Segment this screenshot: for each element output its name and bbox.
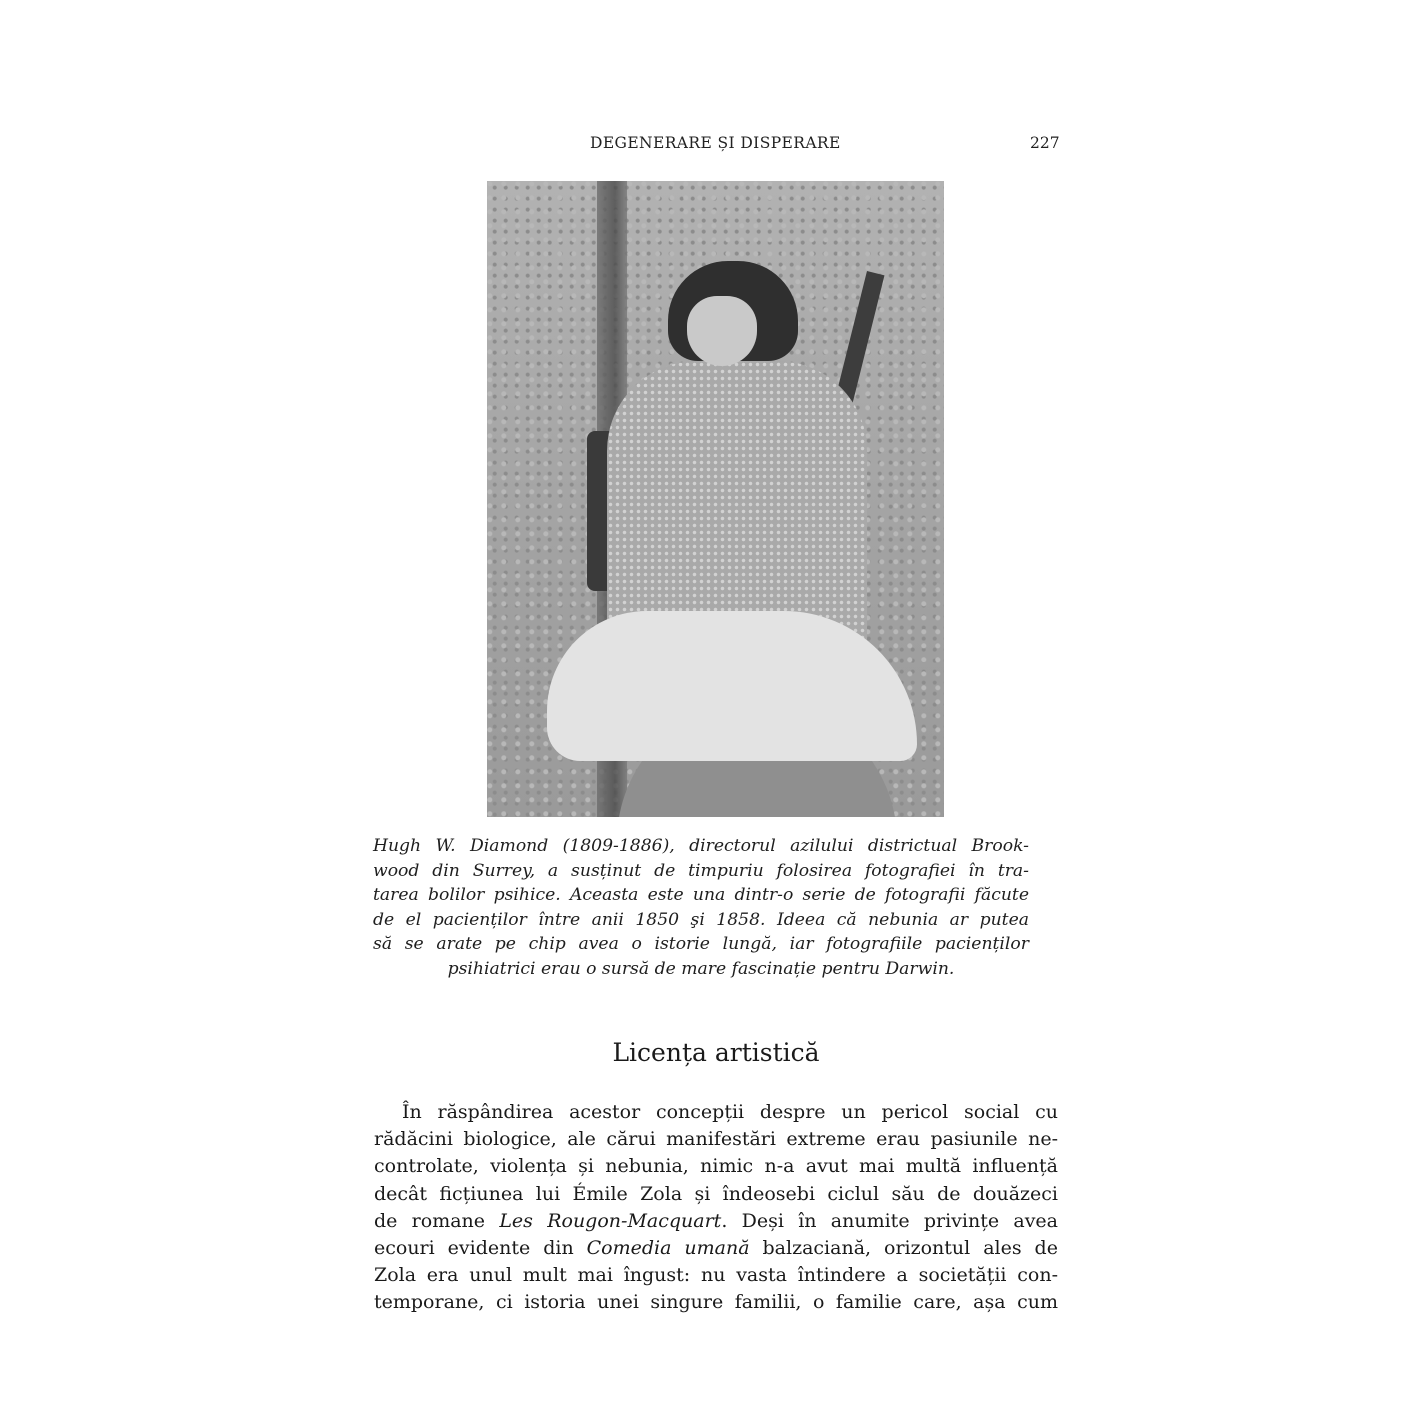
photo-face [687, 296, 757, 366]
caption-line: wood din Surrey, a susținut de timpuriu folosirea fotografiei în tra- [373, 860, 1029, 881]
caption-line: psihiatrici erau o sursă de mare fascinație pentru Darwin. [447, 958, 955, 979]
paragraph-line: decât ficțiunea lui Émile Zola și îndeosebi ciclul său de douăzeci [374, 1182, 1058, 1205]
figure-caption [373, 834, 1029, 982]
running-head: DEGENERARE ȘI DISPERARE [590, 134, 841, 152]
asylum-patient-photograph [487, 181, 944, 817]
paragraph-line: temporane, ci istoria unei singure familii, o familie care, așa cum [374, 1291, 1058, 1314]
italic-title-comedia-umana: Comedia umană [586, 1237, 750, 1260]
paragraph-line [374, 1208, 1058, 1235]
paragraph-line: Zola era unul mult mai îngust: nu vasta întindere a societății con- [374, 1264, 1058, 1287]
paragraph-line: În răspândirea acestor concepții despre un pericol social cu [402, 1101, 1058, 1123]
paragraph-line: controlate, violența și nebunia, nimic n-a avut mai multă influență [374, 1155, 1058, 1178]
caption-line: de el pacienților între anii 1850 şi 1858. Ideea că nebunia ar putea [373, 909, 1029, 930]
paragraph-line [374, 1235, 1058, 1262]
caption-line: Hugh W. Diamond (1809-1886), directorul azilului districtual Brook- [373, 836, 1029, 856]
body-paragraph [374, 1099, 1058, 1317]
page-number: 227 [1030, 134, 1060, 152]
caption-line: tarea bolilor psihice. Aceasta este una dintr-o serie de fotografii făcute [373, 885, 1029, 906]
paragraph-line: rădăcini biologice, ale cărui manifestări extreme erau pasiunile ne- [374, 1128, 1058, 1151]
italic-title-rougon-macquart: Les Rougon-Macquart [499, 1209, 722, 1232]
section-heading-text: Licența artistică [612, 1038, 820, 1067]
text-run: balzaciană, orizontul ales de [749, 1237, 1058, 1260]
caption-line: să se arate pe chip avea o istorie lungă, iar fotografiile pacienților [373, 934, 1029, 955]
text-run: . Deși în anumite privințe avea [721, 1209, 1058, 1232]
section-heading [0, 1038, 1422, 1067]
text-run: ecouri evidente din [374, 1237, 587, 1260]
text-run: de romane [374, 1209, 500, 1232]
